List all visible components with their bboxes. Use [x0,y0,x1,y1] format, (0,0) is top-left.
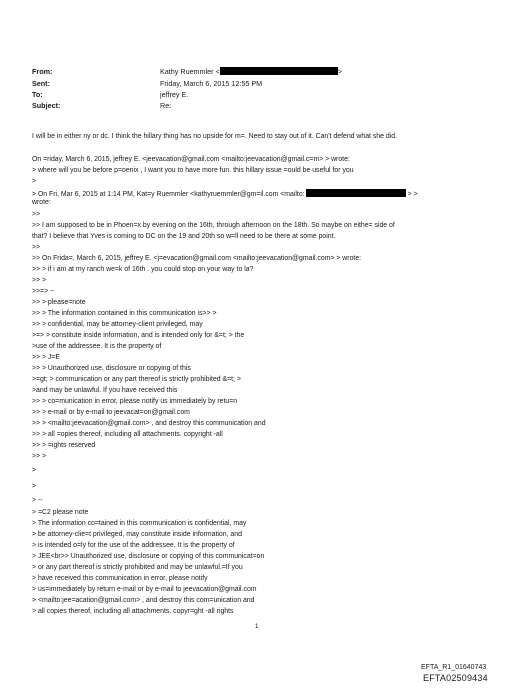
body-line-20: >use of the addressee. It is the property of [32,343,162,350]
body-line-33: > -- [32,497,43,504]
body-line-3: On =riday, March 6, 2015, jeffrey E. <jeevacation@gmail.com <mailto:jeevacation@gmail.c=m> > wrote: [32,156,350,163]
body-line-12: >> On Frida=, March 6, 2015, jeffrey E. <j=evacation@gmail.com <mailto:jeevacation@gmail.com> > wrote: [32,255,362,262]
body-line-35: > The information co=tained in this communication is confidential, may [32,520,247,527]
body-line-15: >>=> -- [32,288,55,295]
body-line-21: >> > J=E [32,354,60,361]
body-line-11: >> [32,244,41,251]
body-line-32: > [32,483,37,490]
body-line-18: >> > confidential, may be attorney-client privileged, may [32,321,203,328]
body-line-38: > JEE<br>> Unauthorized use, disclosure or copying of this communicat=on [32,553,265,560]
from-label: From: [32,67,53,76]
to-label: To: [32,90,43,99]
body-line-31: > [32,467,37,474]
body-line-25: >> > co=munication in error, please notify us immediately by retu=n [32,398,238,405]
subject-value: Re: [160,101,172,110]
redaction-box [220,67,338,75]
sent-label: Sent: [32,79,50,88]
page-number: 1 [255,624,259,630]
body-line-10: that? I believe that Yves is coming to DC on the 19 and 20th so w=ll need to be there at some point. [32,233,336,240]
body-line-22: >> > Unauthorized use, disclosure or copying of this [32,365,191,372]
from-value [160,67,342,76]
sent-value: Friday, March 6, 2015 12:55 PM [160,79,263,88]
footer-doc-id: EFTA_R1_01640743 [421,664,487,671]
body-line-27: >> > <mailto:jeevacation@gmail.com> , and destroy this communication and [32,420,266,427]
body-line-39: > or any part thereof is strictly prohibited and may be unlawful.=If you [32,564,243,571]
body-line-6-suffix: > > [407,191,418,198]
body-line-30: >> > [32,453,46,460]
body-line-4: > where will you be before p=oenix , I want you to have more fun. this hillary issue =ould be useful for you [32,167,354,174]
to-value: jeffrey E. [160,90,189,99]
body-line-16: >> > please=note [32,299,86,306]
sender-bracket: > [337,67,342,76]
body-line-5: > [32,178,37,185]
body-line-43: > all copies thereof, including all attachments. copyr=ght -all rights [32,608,234,615]
body-line-29: >> > =ights reserved [32,442,96,449]
body-line-23: >=gt; > communication or any part thereof is strictly prohibited &=t; > [32,376,241,383]
body-line-6-text: > On Fri, Mar 6, 2015 at 1:14 PM, Kat=y Ruemmler <kathyruemmler@gm=il.com <mailto: [32,191,305,198]
sender-name: Kathy Ruemmler < [160,67,220,76]
body-line-17: >> > The information contained in this communication is>> > [32,310,217,317]
body-line-19: >=> > constitute inside information, and is intended only for &=t; > the [32,332,245,339]
body-line-6 [32,189,482,200]
body-line-8: >> [32,211,41,218]
body-line-34: > =C2 please note [32,509,89,516]
body-line-40: > have received this communication in error, please notify [32,575,208,582]
body-line-13: >> > if i am at my ranch we=k of 16th . you could stop on your way to la? [32,266,254,273]
subject-label: Subject: [32,101,61,110]
body-line-37: > is intended o=ly for the use of the addressee. It is the property of [32,542,235,549]
body-line-41: > us=immediately by return e-mail or by e-mail to jeevacation@gmail.com [32,586,257,593]
body-line-1: I will be in either ny or dc. I think the hillary thing has no upside for m=. Need to stay out of it. Can't defend what she did. [32,133,397,140]
footer-bates-number: EFTA02509434 [423,673,488,683]
body-line-24: >and may be unlawful. If you have received this [32,387,178,394]
body-line-28: >> > all =opies thereof, including all attachments. copyright -all [32,431,223,438]
email-redaction-box [306,189,406,197]
body-line-42: > <mailto:jee=acation@gmail.com> , and destroy this com=unication and [32,597,255,604]
body-line-9: >> I am supposed to be in Phoen=x by evening on the 16th, through afternoon on the 18th. So maybe on eithe= side of [32,222,395,229]
body-line-14: >> > [32,277,46,284]
body-line-26: >> > e-mail or by e-mail to jeevacat=on@gmail.com [32,409,190,416]
body-line-7: wrote: [32,199,51,206]
body-line-36: > be attorney-clie=t privileged, may constitute inside information, and [32,531,242,538]
